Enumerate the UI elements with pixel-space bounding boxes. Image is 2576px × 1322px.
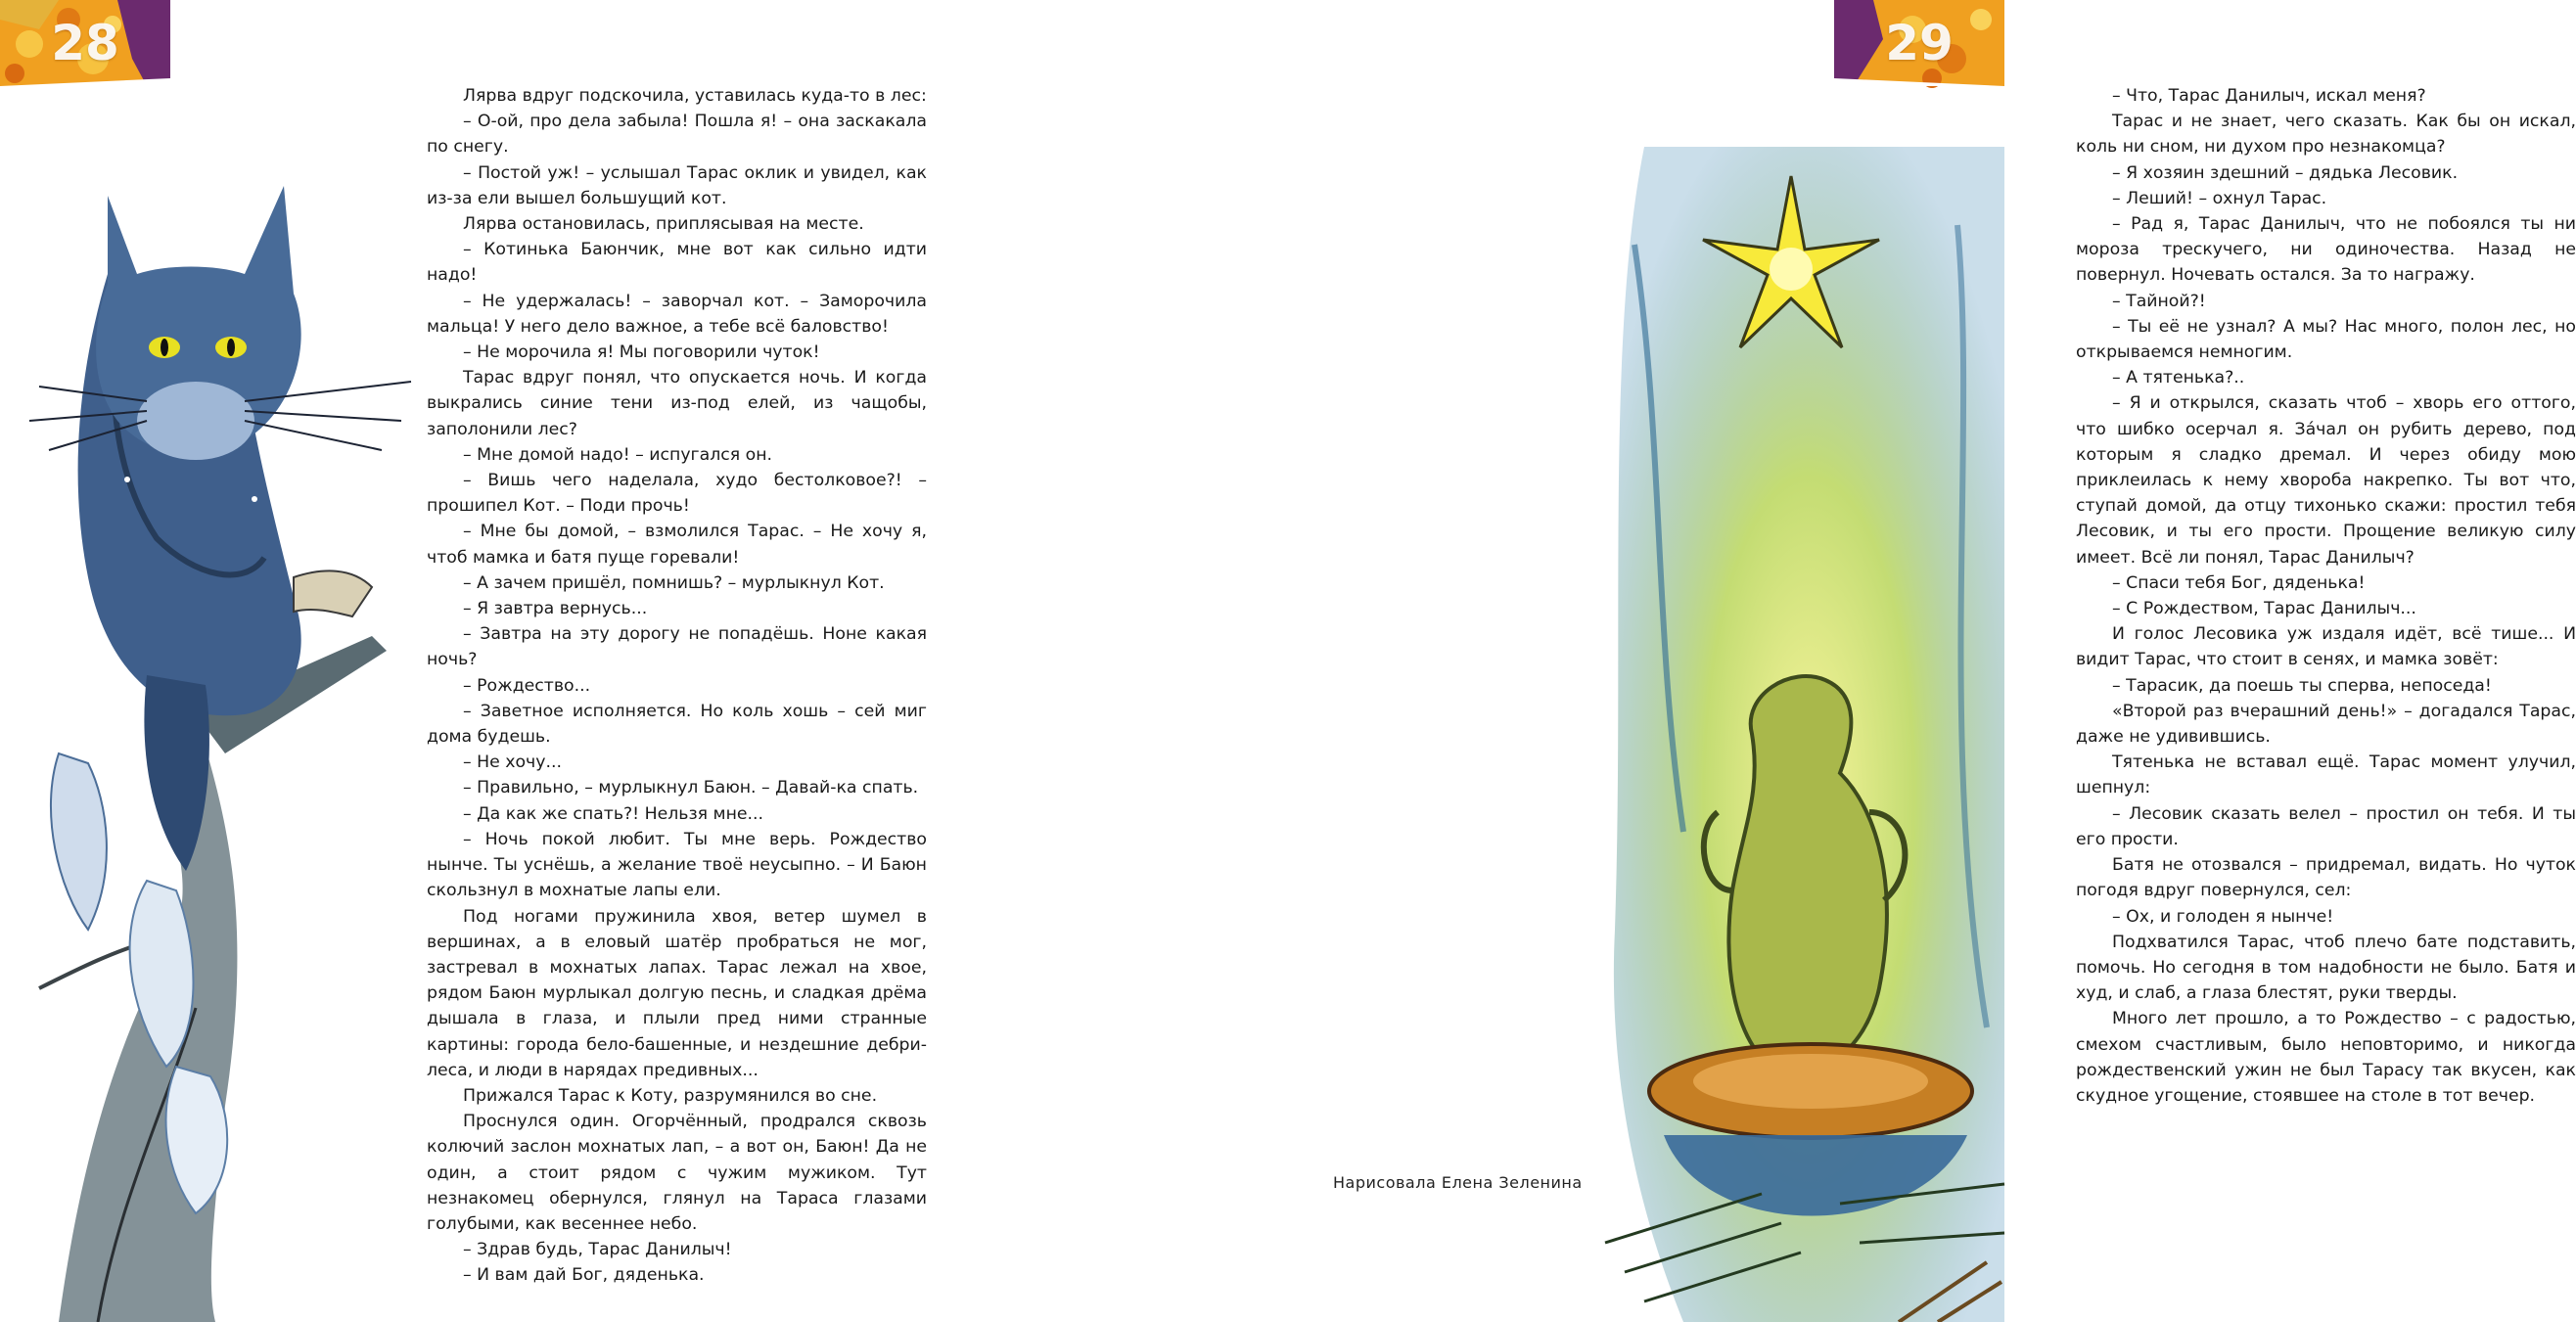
paragraph: – Рад я, Тарас Данилыч, что не побоялся ты ни мороза трескучего, ни одиночества. Назад не повернул. Ночевать остался. За то награжу.	[2076, 214, 2576, 286]
paragraph: Много лет прошло, а то Рождество – с радостью, смехом счастливым, было неповторимо, и никогда рождественский ужин не был Тарасу так вкусен, как скудное угощение, стоявшее на столе в тот вечер.	[2076, 1009, 2576, 1106]
paragraph: «Второй раз вчерашний день!» – догадался Тарас, даже не удивившись.	[2076, 701, 2576, 748]
paragraph: Проснулся один. Огорчённый, продрался сквозь колючий заслон мохнатых лап, – а вот он, Баюн! Да не один, а стоит рядом с чужим мужиком. Тут незнакомец обернулся, глянул на Тараса глазами голубыми, как весеннее небо.	[427, 1112, 927, 1234]
illustrator-credit: Нарисовала Елена Зеленина	[1333, 1173, 1583, 1192]
paragraph: – Не хочу...	[463, 752, 562, 773]
paragraph: – Вишь чего наделала, худо бестолковое?! – прошипел Кот. – Поди прочь!	[427, 471, 927, 517]
paragraph: Тятенька не вставал ещё. Тарас момент улучил, шепнул:	[2076, 752, 2576, 798]
paragraph: – Я завтра вернусь...	[463, 599, 648, 619]
paragraph: – Тарасик, да поешь ты сперва, непоседа!	[2112, 675, 2492, 696]
paragraph: – И вам дай Бог, дяденька.	[463, 1265, 705, 1286]
paragraph: – С Рождеством, Тарас Данилыч...	[2112, 599, 2416, 619]
left-text-column	[427, 83, 927, 1289]
paragraph: – Да как же спать?! Нельзя мне...	[463, 803, 763, 824]
page-number-tab-right	[1834, 0, 2004, 86]
paragraph: Тарас вдруг понял, что опускается ночь. И когда выкрались синие тени из-под елей, из чащобы, заполонили лес?	[427, 368, 927, 439]
paragraph: – Здрав будь, Тарас Данилыч!	[463, 1240, 732, 1260]
paragraph: – Ты её не узнал? А мы? Нас много, полон лес, но открываемся немногим.	[2076, 316, 2576, 363]
paragraph: – Ночь покой любит. Ты мне верь. Рождество нынче. Ты уснёшь, а желание твоё неусыпно. – И Баюн скользнул в мохнатые лапы ели.	[427, 829, 927, 901]
paragraph: – Тайной?!	[2112, 291, 2206, 311]
paragraph: – Мне домой надо! – испугался он.	[463, 444, 773, 465]
paragraph: – А тятенька?..	[2112, 368, 2245, 388]
paragraph: – Заветное исполняется. Но коль хошь – сей миг дома будешь.	[427, 701, 927, 748]
left-page	[0, 0, 1002, 1322]
page-number-tab-left	[0, 0, 170, 86]
paragraph: Лярва вдруг подскочила, уставилась куда-то в лес:	[463, 86, 927, 106]
paragraph: – Котинька Баюнчик, мне вот как сильно идти надо!	[427, 240, 927, 286]
paragraph: Батя не отозвался – придремал, видать. Но чуток погодя вдруг повернулся, сел:	[2076, 855, 2576, 901]
cat-illustration	[0, 127, 421, 1322]
paragraph: – Я хозяин здешний – дядька Лесовик.	[2112, 162, 2459, 183]
page-number-right: 29	[1885, 15, 1954, 71]
paragraph: – Леший! – охнул Тарас.	[2112, 188, 2327, 208]
paragraph: Тарас и не знает, чего сказать. Как бы он искал, коль ни сном, ни духом про незнакомца?	[2076, 112, 2576, 158]
paragraph: – Мне бы домой, – взмолился Тарас. – Не хочу я, чтоб мамка и батя пуще горевали!	[427, 522, 927, 568]
paragraph: Под ногами пружинила хвоя, ветер шумел в вершинах, а в еловый шатёр пробраться не мог, застревал в мохнатых лапах. Тарас лежал на хвое, рядом Баюн мурлыкал долгую песнь, и сладкая дрёма дышала в глаза, и плыли пред ними странные картины: города бело-башенные, и нездешние дебри-леса, и люди в нарядах предивных...	[427, 906, 927, 1080]
paragraph: – Постой уж! – услышал Тарас оклик и увидел, как из-за ели вышел большущий кот.	[427, 162, 927, 208]
paragraph: Лярва остановилась, приплясывая на месте.	[463, 214, 864, 235]
paragraph: – Не морочила я! Мы поговорили чуток!	[463, 342, 820, 363]
page-number-left: 28	[51, 15, 119, 71]
candle-illustration	[1605, 147, 2004, 1322]
paragraph: – Ох, и голоден я нынче!	[2112, 906, 2334, 927]
paragraph: – Спаси тебя Бог, дяденька!	[2112, 572, 2366, 593]
paragraph: И голос Лесовика уж издаля идёт, всё тише... И видит Тарас, что стоит в сенях, и мамка зовёт:	[2076, 624, 2576, 670]
paragraph: Подхватился Тарас, чтоб плечо бате подставить, помочь. Но сегодня в том надобности не было. Батя и худ, и слаб, а глаза блестят, руки тверды.	[2076, 932, 2576, 1004]
paragraph: – Я и открылся, сказать чтоб – хворь его оттого, что шибко осерчал я. Зáчал он рубить дерево, под которым я сладко дремал. И через обиду мою приклеилась к нему хвороба накрепко. Ты вот что, ступай домой, да отцу тихонько скажи: простил тебя Лесовик, и ты его прости. Прощение великую силу имеет. Всё ли понял, Тарас Данилыч?	[2076, 393, 2576, 568]
paragraph: – Завтра на эту дорогу не попадёшь. Ноне какая ночь?	[427, 624, 927, 670]
paragraph: Прижался Тарас к Коту, разрумянился во сне.	[463, 1085, 878, 1106]
right-text-column	[2076, 83, 2576, 1109]
paragraph: – О-ой, про дела забыла! Пошла я! – она заскакала по снегу.	[427, 112, 927, 158]
paragraph: – Что, Тарас Данилыч, искал меня?	[2112, 86, 2426, 106]
paragraph: – Рождество...	[463, 675, 591, 696]
paragraph: – Не удержалась! – заворчал кот. – Заморочила мальца! У него дело важное, а тебе всё баловство!	[427, 291, 927, 337]
paragraph: – Лесовик сказать велел – простил он тебя. И ты его прости.	[2076, 803, 2576, 849]
paragraph: – Правильно, – мурлыкнул Баюн. – Давай-ка спать.	[463, 778, 919, 798]
paragraph: – А зачем пришёл, помнишь? – мурлыкнул Кот.	[463, 572, 885, 593]
